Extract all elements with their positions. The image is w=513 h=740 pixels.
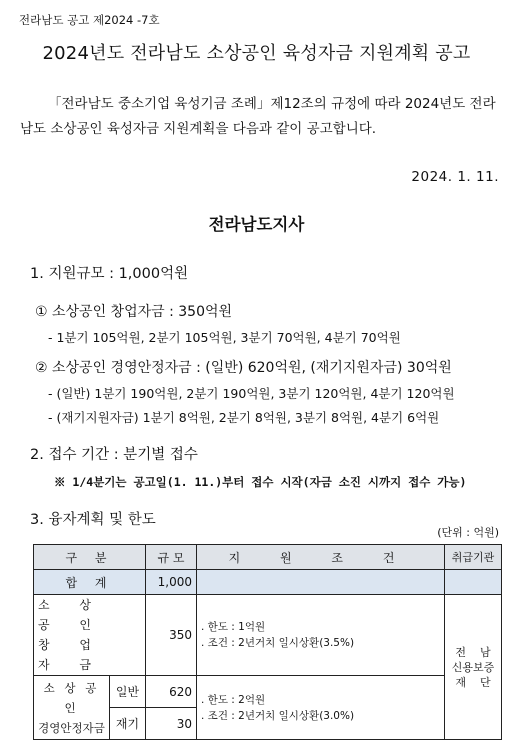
- section1-heading: 1. 지원규모 : 1,000억원: [30, 266, 189, 282]
- section1-item2-heading: ② 소상공인 경영안정자금 : (일반) 620억원, (재기지원자금) 30억원: [35, 360, 452, 376]
- loan-plan-table: [33, 544, 502, 740]
- header-conditions: 지 원 조 건: [197, 545, 445, 570]
- total-label: 합 계: [34, 570, 146, 595]
- stability-label: 소 상 공 인 경영안정자금: [34, 676, 110, 740]
- stability-restart-label: 재기: [110, 708, 146, 740]
- section2-note: ※ 1/4분기는 공고일(1. 11.)부터 접수 시작(자금 소진 시까지 접수 가능): [54, 475, 467, 489]
- stability-general-label: 일반: [110, 676, 146, 708]
- document-date: 2024. 1. 11.: [411, 169, 499, 185]
- header-agency: 취급기관: [445, 545, 502, 570]
- startup-conditions: . 한도 : 1억원 . 조건 : 2년거치 일시상환(3.5%): [197, 595, 445, 676]
- table-header-row: [34, 545, 502, 570]
- issuer-name: 전라남도지사: [208, 215, 305, 234]
- section2-heading: 2. 접수 기간 : 분기별 접수: [30, 447, 198, 463]
- table-row-startup: [34, 595, 502, 676]
- total-agency: [445, 570, 502, 595]
- section3-heading: 3. 융자계획 및 한도: [30, 512, 156, 528]
- document-number: 전라남도 공고 제2024 -7호: [19, 13, 160, 27]
- total-conditions: [197, 570, 445, 595]
- document-title: 2024년도 전라남도 소상공인 육성자금 지원계획 공고: [42, 43, 471, 64]
- intro-paragraph: 「전라남도 중소기업 육성기금 조례」제12조의 규정에 따라 2024년도 전라남도 소상공인 육성자금 지원계획을 다음과 같이 공고합니다.: [20, 96, 496, 137]
- header-category: 구 분: [34, 545, 146, 570]
- section1-item2-line-general: - (일반) 1분기 190억원, 2분기 190억원, 3분기 120억원, 4분기 120억원: [48, 386, 455, 401]
- startup-label: 소 상 공 인 창 업 자 금: [34, 595, 146, 676]
- agency-cell: 전 남 신용보증 재 단: [445, 595, 502, 740]
- section1-item1-line: - 1분기 105억원, 2분기 105억원, 3분기 70억원, 4분기 70억원: [48, 330, 401, 345]
- stability-general-value: 620: [146, 676, 197, 708]
- startup-value: 350: [146, 595, 197, 676]
- unit-label: (단위 : 억원): [437, 526, 499, 539]
- table-row-total: [34, 570, 502, 595]
- stability-conditions: . 한도 : 2억원 . 조건 : 2년거치 일시상환(3.0%): [197, 676, 445, 740]
- section1-item2-line-restart: - (재기지원자금) 1분기 8억원, 2분기 8억원, 3분기 8억원, 4분기 6억원: [48, 410, 440, 425]
- section1-item1-heading: ① 소상공인 창업자금 : 350억원: [35, 304, 233, 320]
- table-row-stability-general: [34, 676, 502, 708]
- header-scale: 규 모: [146, 545, 197, 570]
- total-value: 1,000: [146, 570, 197, 595]
- stability-restart-value: 30: [146, 708, 197, 740]
